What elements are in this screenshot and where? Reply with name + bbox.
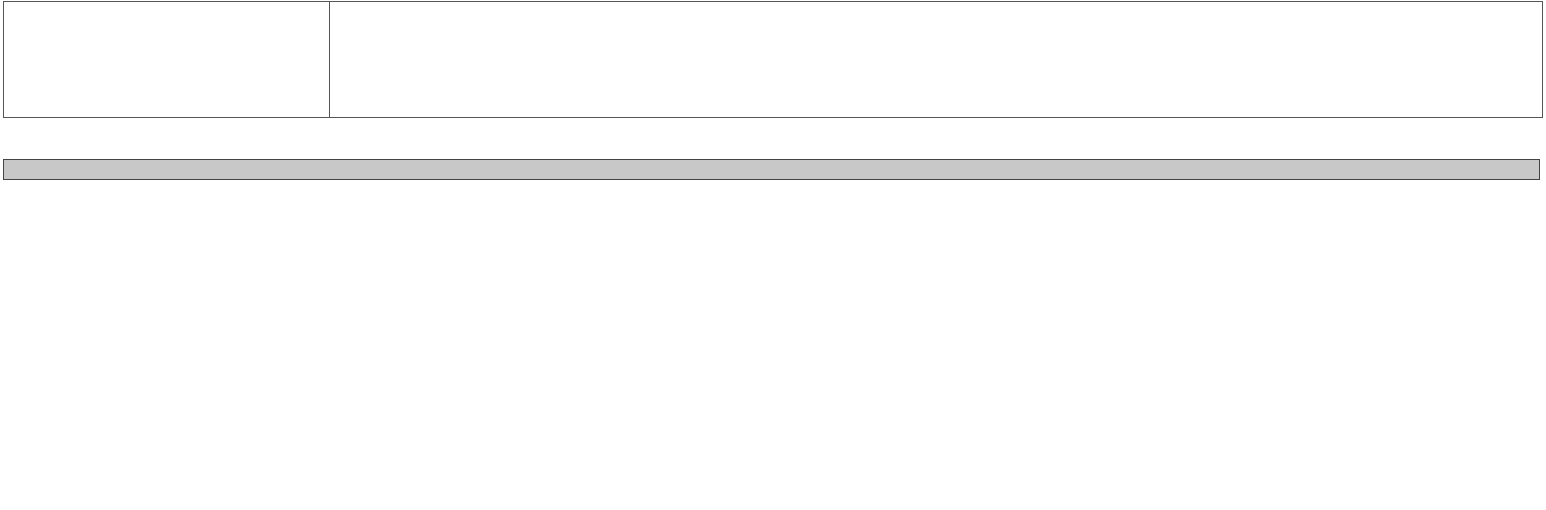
system-name bbox=[3, 159, 1540, 180]
logo bbox=[3, 1, 330, 118]
